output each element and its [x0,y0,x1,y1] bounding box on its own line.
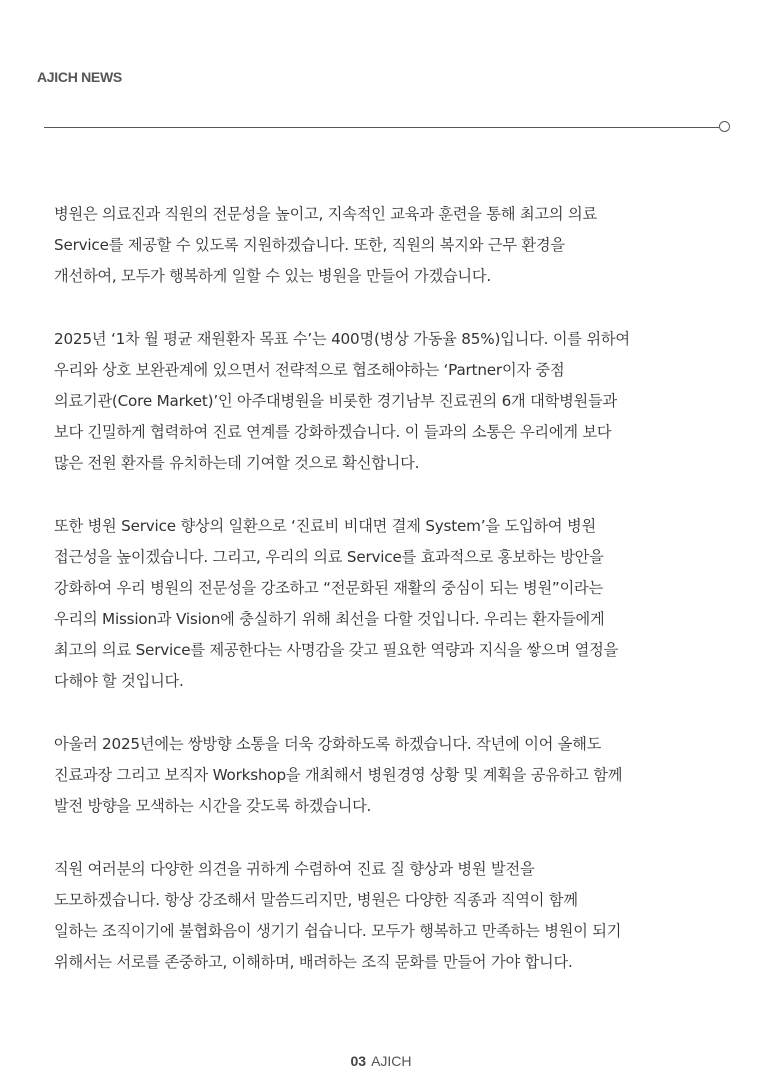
paragraph-line: 직원 여러분의 다양한 의견을 귀하게 수렴하여 진료 질 향상과 병원 발전을 [54,860,535,878]
paragraph-line: Service를 제공할 수 있도록 지원하겠습니다. 또한, 직원의 복지와 근무 환경을 [54,236,565,254]
paragraph-1 [54,199,714,292]
paragraph-line: 도모하겠습니다. 항상 강조해서 말씀드리지만, 병원은 다양한 직종과 직역이 함께 [54,891,578,909]
paragraph-line: 일하는 조직이기에 불협화음이 생기기 쉽습니다. 모두가 행복하고 만족하는 병원이 되기 [54,922,622,940]
paragraph-line: 접근성을 높이겠습니다. 그리고, 우리의 의료 Service를 효과적으로 홍보하는 방안을 [54,548,604,566]
footer-label: AJICH [371,1053,412,1069]
header-rule [44,127,719,128]
paragraph-line: 많은 전원 환자를 유치하는데 기여할 것으로 확신합니다. [54,454,420,472]
paragraph-line: 개선하여, 모두가 행복하게 일할 수 있는 병원을 만들어 가겠습니다. [54,267,491,285]
article-body [54,199,714,1010]
paragraph-line: 병원은 의료진과 직원의 전문성을 높이고, 지속적인 교육과 훈련을 통해 최고의 의료 [54,205,597,223]
paragraph-5 [54,854,714,978]
paragraph-line: 강화하여 우리 병원의 전문성을 강조하고 “전문화된 재활의 중심이 되는 병원”이라는 [54,579,604,597]
paragraph-4 [54,729,714,822]
paragraph-line: 최고의 의료 Service를 제공한다는 사명감을 갖고 필요한 역량과 지식을 쌓으며 열정을 [54,641,619,659]
paragraph-line: 우리의 Mission과 Vision에 충실하기 위해 최선을 다할 것입니다. 우리는 환자들에게 [54,610,605,628]
paragraph-line: 다해야 할 것입니다. [54,672,184,690]
page-footer [0,1053,762,1069]
paragraph-2 [54,324,714,479]
paragraph-line: 의료기관(Core Market)’인 아주대병원을 비롯한 경기남부 진료권의 6개 대학병원들과 [54,392,617,410]
paragraph-line: 진료과장 그리고 보직자 Workshop을 개최해서 병원경영 상황 및 계획을 공유하고 함께 [54,766,623,784]
header-rule-end-dot [719,121,730,132]
paragraph-line: 2025년 ‘1차 월 평균 재원환자 목표 수’는 400명(병상 가동율 85%)입니다. 이를 위하여 [54,330,630,348]
page-number: 03 [350,1053,367,1069]
paragraph-line: 또한 병원 Service 향상의 일환으로 ‘진료비 비대면 결제 System’을 도입하여 병원 [54,517,596,535]
paragraph-line: 우리와 상호 보완관계에 있으면서 전략적으로 협조해야하는 ‘Partner이자 중점 [54,361,565,379]
paragraph-line: 위해서는 서로를 존중하고, 이해하며, 배려하는 조직 문화를 만들어 가야 합니다. [54,953,573,971]
paragraph-line: 보다 긴밀하게 협력하여 진료 연계를 강화하겠습니다. 이 들과의 소통은 우리에게 보다 [54,423,612,441]
paragraph-line: 발전 방향을 모색하는 시간을 갖도록 하겠습니다. [54,797,372,815]
header-brand: AJICH NEWS [37,69,122,85]
paragraph-3 [54,511,714,697]
paragraph-line: 아울러 2025년에는 쌍방향 소통을 더욱 강화하도록 하겠습니다. 작년에 이어 올해도 [54,735,602,753]
